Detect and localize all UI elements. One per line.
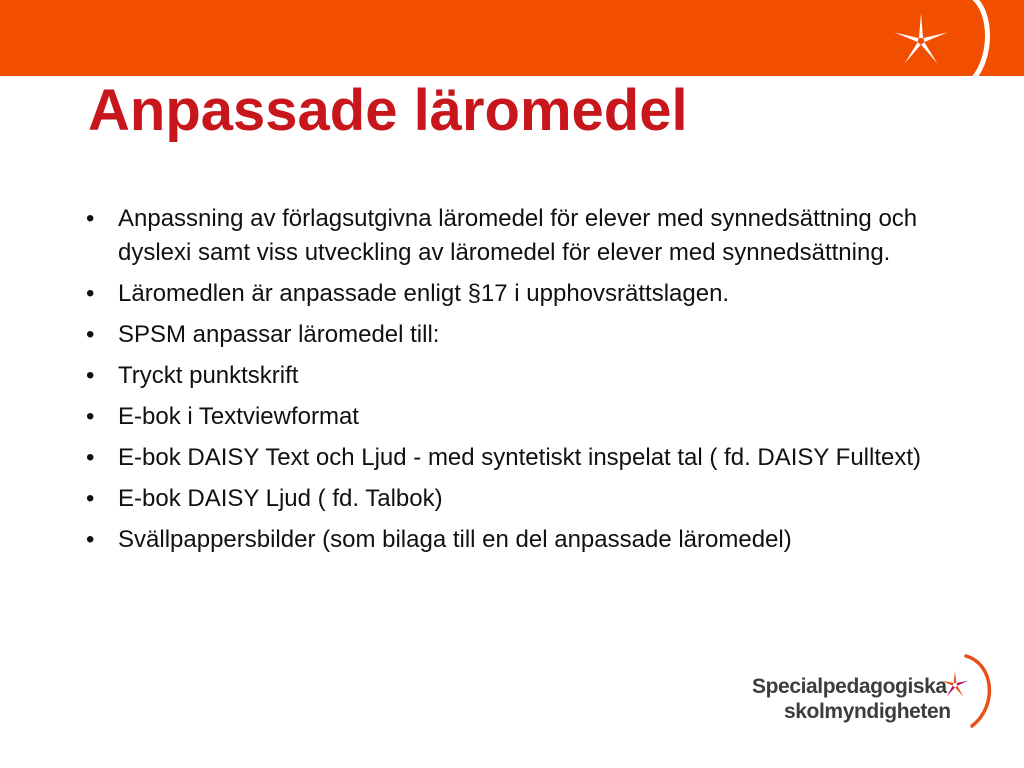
bullet-symbol: • xyxy=(86,205,95,232)
list-item xyxy=(80,523,960,557)
bullet-text: Tryckt punktskrift xyxy=(118,362,299,389)
bullet-text: E-bok i Textviewformat xyxy=(118,403,359,430)
list-item xyxy=(80,400,960,434)
bullet-text: SPSM anpassar läromedel till: xyxy=(118,321,440,348)
header-band xyxy=(0,0,1024,76)
page-title: Anpassade läromedel xyxy=(88,78,688,143)
bullet-symbol: • xyxy=(86,321,95,348)
logo-text xyxy=(752,674,951,724)
logo-line-2: skolmyndigheten xyxy=(784,700,951,723)
bullet-symbol: • xyxy=(86,362,95,389)
list-item xyxy=(80,441,960,475)
bullet-text: Svällpappersbilder (som bilaga till en del anpassade läromedel) xyxy=(118,526,792,553)
bullet-symbol: • xyxy=(86,403,95,430)
bullet-symbol: • xyxy=(86,526,95,553)
bullet-text: Läromedlen är anpassade enligt §17 i upphovsrättslagen. xyxy=(118,280,730,307)
bullet-symbol: • xyxy=(86,485,95,512)
bullet-symbol: • xyxy=(86,444,95,471)
spsm-logo xyxy=(748,648,1008,732)
list-item xyxy=(80,482,960,516)
list-item xyxy=(80,318,960,352)
star-icon xyxy=(892,12,950,70)
bullet-list xyxy=(80,202,960,564)
bullet-text: E-bok DAISY Ljud ( fd. Talbok) xyxy=(118,485,443,512)
bullet-text: E-bok DAISY Text och Ljud - med syntetiskt inspelat tal ( fd. DAISY Fulltext) xyxy=(118,444,922,471)
arc-decoration xyxy=(960,0,1000,80)
logo-line-1: Specialpedagogiska xyxy=(752,675,947,698)
list-item xyxy=(80,202,960,270)
bullet-text: Anpassning av förlagsutgivna läromedel för elever med synnedsättning och dyslexi samt viss utveckling av läromedel för elever med synnedsättning. xyxy=(118,205,918,266)
list-item xyxy=(80,277,960,311)
list-item xyxy=(80,359,960,393)
bullet-symbol: • xyxy=(86,280,95,307)
arc-decoration xyxy=(958,650,1002,730)
